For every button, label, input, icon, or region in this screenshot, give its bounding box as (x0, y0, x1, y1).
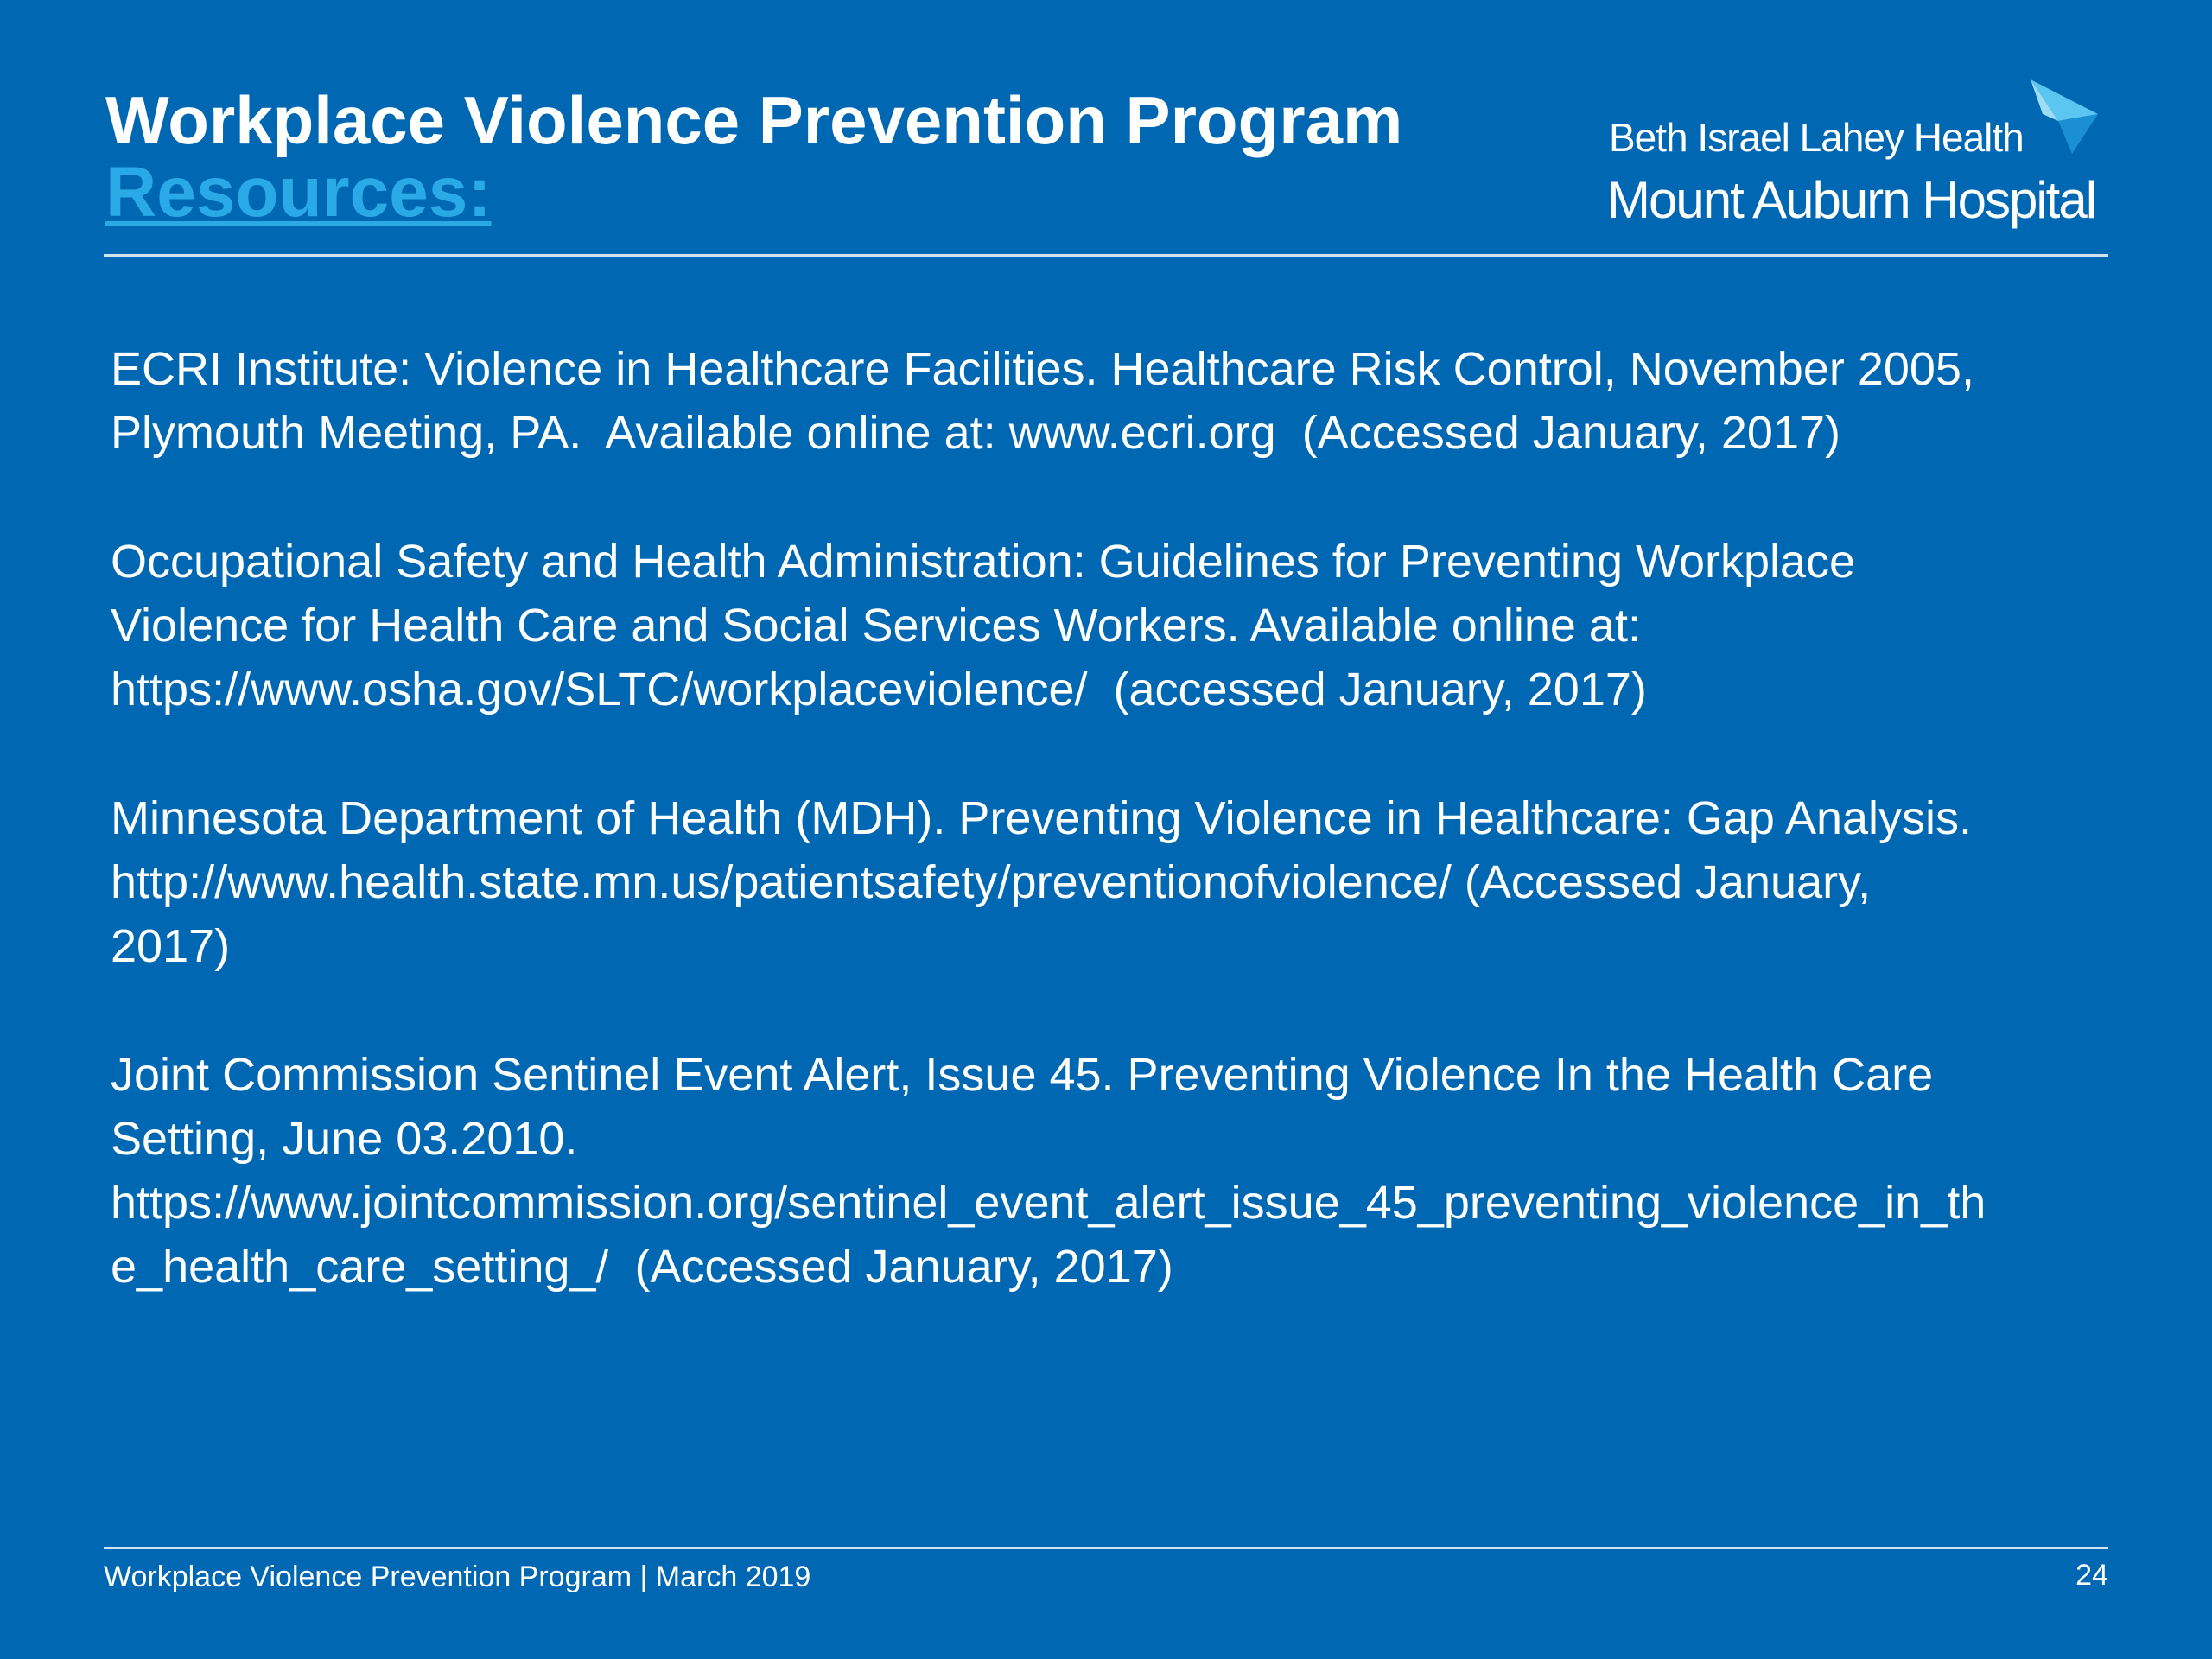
reference-line: Setting, June 03.2010. (111, 1113, 578, 1165)
arrow-mark-icon (2027, 79, 2098, 154)
reference-osha (111, 530, 2124, 721)
reference-line: Plymouth Meeting, PA. Available online at: www.ecri.org (Accessed January, 2017) (111, 407, 1841, 459)
reference-line: Minnesota Department of Health (MDH). Preventing Violence in Healthcare: Gap Analysis. (111, 792, 1973, 844)
reference-line: http://www.health.state.mn.us/patientsafety/preventionofviolence/ (Accessed January, (111, 856, 1872, 908)
reference-line: https://www.osha.gov/SLTC/workplaceviolence/ (accessed January, 2017) (111, 664, 1647, 715)
reference-line: 2017) (111, 920, 231, 972)
reference-line: ECRI Institute: Violence in Healthcare Facilities. Healthcare Risk Control, November 2005, (111, 343, 1974, 395)
reference-line: Joint Commission Sentinel Event Alert, Issue 45. Preventing Violence In the Health Care (111, 1049, 1934, 1101)
reference-mdh (111, 786, 2124, 978)
reference-line: Occupational Safety and Health Administration: Guidelines for Preventing Workplace (111, 536, 1856, 588)
reference-ecri (111, 337, 2124, 465)
references-list (111, 337, 2124, 1363)
header-divider (104, 254, 2108, 257)
reference-line: Violence for Health Care and Social Services Workers. Available online at: (111, 600, 1641, 652)
footer-text: Workplace Violence Prevention Program | March 2019 (104, 1560, 811, 1593)
reference-line: https://www.jointcommission.org/sentinel_event_alert_issue_45_preventing_violence_in_th (111, 1177, 1986, 1229)
reference-line: e_health_care_setting_/ (Accessed January, 2017) (111, 1241, 1173, 1293)
logo-parent-name: Beth Israel Lahey Health (1609, 115, 2024, 160)
page-number: 24 (2075, 1559, 2108, 1592)
slide-title: Workplace Violence Prevention Program (105, 82, 1403, 158)
reference-joint-commission (111, 1043, 2124, 1299)
hospital-logo (1607, 79, 2117, 235)
resources-heading-link[interactable]: Resources: (105, 153, 492, 232)
logo-hospital-name: Mount Auburn Hospital (1607, 171, 2096, 229)
footer-divider (104, 1547, 2108, 1549)
